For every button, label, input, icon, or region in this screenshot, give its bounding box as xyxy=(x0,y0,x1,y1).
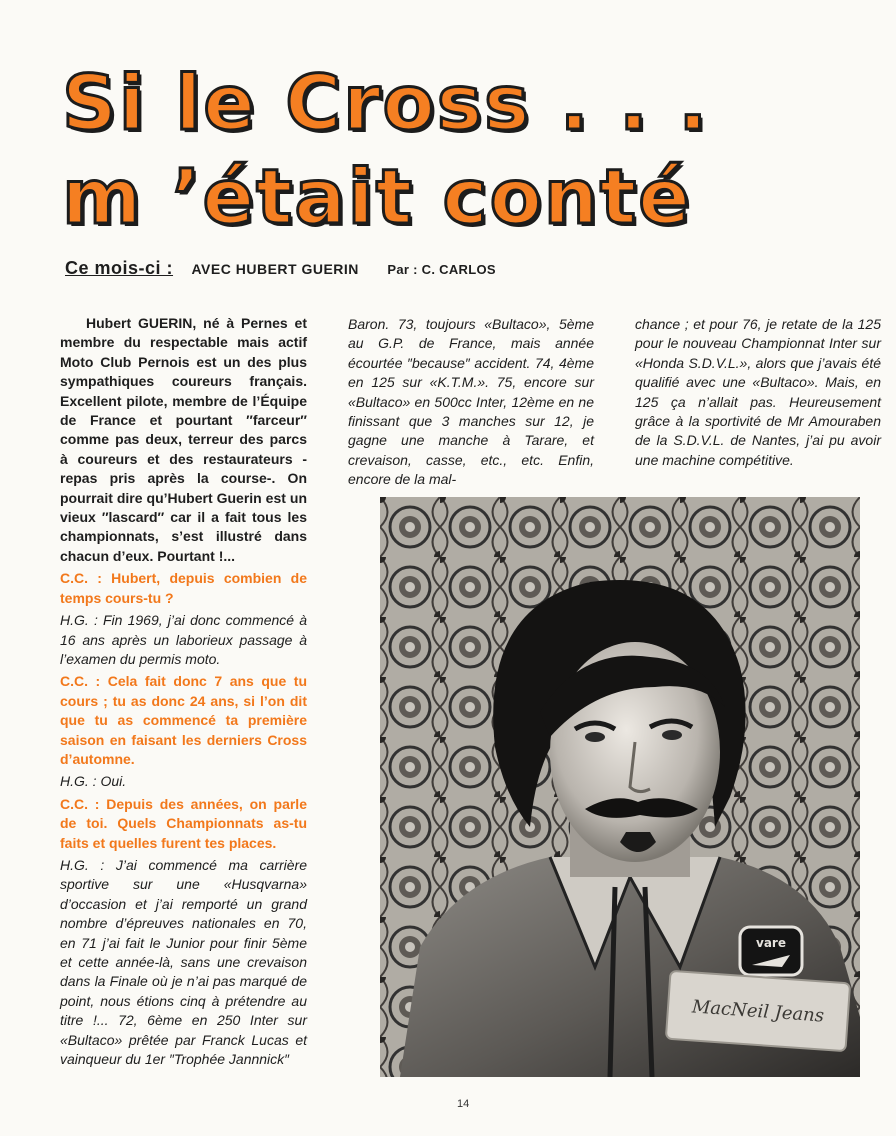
title-line-2: m ’était conté xyxy=(62,152,692,241)
jacket-badge xyxy=(740,927,802,975)
column-3 xyxy=(635,312,881,470)
patch-text: MacNeil Jeans xyxy=(691,996,825,1027)
answer-3-continued: Baron. 73, toujours «Bultaco», 5ème au G.P. de France, mais année écourtée ″because″ accident. 74, 4ème en 125 sur «K.T.M.». 75, encore sur «Bultaco» en 500cc Inter, 12ème en ne finissant que 3 manches sur 12, je gagne une manche à Tarare, et crevaison, casse, etc., etc. Enfin, encore de la mal- xyxy=(348,316,594,488)
question-1: C.C. : Hubert, depuis combien de temps cours-tu ? xyxy=(60,570,307,606)
byline-subject: AVEC HUBERT GUERIN xyxy=(191,261,359,277)
answer-3-end: chance ; et pour 76, je retate de la 125 pour le nouveau Championnat Inter sur «Honda S.D.V.L.», alors que j’avais été qualifié avec une «Bultaco». Mais, en 125 ça n’allait pas. Heureusement grâce à la sportivité de Mr Amouraben de la S.D.V.L. de Nantes, j’ai pu avoir une machine compétitive. xyxy=(635,316,881,468)
answer-3: H.G. : J’ai commencé ma carrière sportive sur une «Husqvarna» d’occasion et j’ai remporté un grand nombre d’épreuves nationales en 70, en 71 j’ai fait le Junior pour finir 5ème et cette année-là, sans une crevaison dans la Finale où je n’ai pas marqué de point, nous étions cinq à prétendre au titre !... 72, 6ème en 250 Inter sur «Bultaco» prêtée par Franck Lucas et vainqueur du 1er ″Trophée Jannnick″ xyxy=(60,856,307,1068)
article-title xyxy=(62,56,710,244)
answer-2: H.G. : Oui. xyxy=(60,773,127,790)
answer-1: H.G. : Fin 1969, j’ai donc commencé à 16 ans après un laborieux passage à l’examen du permis moto. xyxy=(60,612,307,667)
portrait-illustration xyxy=(380,497,860,1077)
byline-author: Par : C. CARLOS xyxy=(387,262,496,277)
column-2 xyxy=(348,312,594,490)
byline xyxy=(65,258,625,279)
title-line-1: Si le Cross . . . xyxy=(62,58,710,147)
rider-photo xyxy=(380,497,860,1077)
page-number: 14 xyxy=(457,1098,470,1110)
question-2: C.C. : Cela fait donc 7 ans que tu cours ; tu as donc 24 ans, si l’on dit que tu as commencé ta première saison en faisant les derniers Cross d’automne. xyxy=(60,673,307,767)
badge-text: vare xyxy=(756,936,786,950)
question-3: C.C. : Depuis des années, on parle de toi. Quels Championnats as-tu faits et quelles furent tes places. xyxy=(60,795,307,851)
intro-paragraph: Hubert GUERIN, né à Pernes et membre du respectable mais actif Moto Club Pernois est un des plus sympathiques coureurs français. Excellent pilote, membre de l’Équipe de France et pourtant ″farceur″ comme pas deux, terreur des parcs à coureurs et des restaurateurs -repas pris après la course-. On pourrait dire qu’Hubert Guerin est un vieux ″lascard″ car il a fait tous les championnats, s’est illustré dans chacun d’eux. Pourtant !... xyxy=(60,315,307,564)
column-1 xyxy=(60,314,307,1069)
byline-lead: Ce mois-ci : xyxy=(65,258,174,278)
